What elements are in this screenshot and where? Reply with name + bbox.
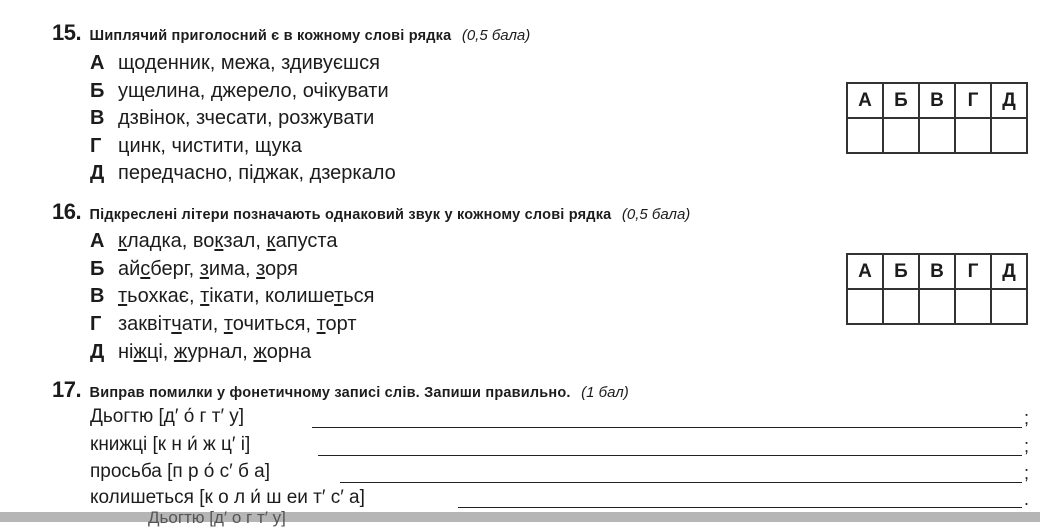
answer-header-v: В <box>919 83 955 118</box>
question-17-header <box>52 377 629 403</box>
answer-line[interactable] <box>312 427 1022 428</box>
answer-cell-a[interactable] <box>847 289 883 324</box>
transcription-word: просьба [п р о́ с′ б а] <box>90 461 270 482</box>
question-text: Шиплячий приголосний є в кожному слові рядка <box>89 28 452 44</box>
answer-grid-16 <box>846 253 1028 325</box>
transcription-word: книжці [к н и́ ж ц′ і] <box>90 434 251 455</box>
option-d: Д ніжці, журнал, жорна <box>90 341 312 363</box>
cutoff-text: Дьогтю [д′ о г т′ у] <box>148 508 286 527</box>
question-points: (0,5 бала) <box>621 206 691 223</box>
transcription-word: Дьогтю [д′ о́ г т′ у] <box>90 406 245 427</box>
question-number: 15. <box>52 20 82 45</box>
question-number: 16. <box>52 199 82 224</box>
question-text: Підкреслені літери позначають однаковий звук у кожному слові рядка <box>89 207 612 223</box>
answer-cell-v[interactable] <box>919 118 955 153</box>
option-g: Г цинк, чистити, щука <box>90 135 302 157</box>
answer-cell-a[interactable] <box>847 118 883 153</box>
question-points: (1 бал) <box>581 384 629 401</box>
answer-line[interactable] <box>458 507 1022 508</box>
answer-cell-v[interactable] <box>919 289 955 324</box>
answer-header-a: А <box>847 83 883 118</box>
answer-cell-g[interactable] <box>955 289 991 324</box>
option-v: В тьохкає, тікати, колишеться <box>90 285 375 307</box>
line-end-mark: . <box>1024 489 1030 509</box>
answer-line[interactable] <box>318 455 1022 456</box>
question-16-header <box>52 199 690 225</box>
answer-cell-d[interactable] <box>991 289 1027 324</box>
answer-header-b: Б <box>883 254 919 289</box>
line-end-mark: ; <box>1024 408 1030 428</box>
answer-header-d: Д <box>991 254 1027 289</box>
option-d: Д передчасно, піджак, дзеркало <box>90 162 396 184</box>
option-a: А щоденник, межа, здивуєшся <box>90 52 380 74</box>
answer-cell-d[interactable] <box>991 118 1027 153</box>
answer-header-d: Д <box>991 83 1027 118</box>
question-number: 17. <box>52 377 82 402</box>
question-points: (0,5 бала) <box>461 27 531 44</box>
transcription-word: колишеться [к о л и́ ш еи т′ с′ а] <box>90 487 365 508</box>
option-a: А кладка, вокзал, капуста <box>90 230 338 252</box>
answer-grid-15 <box>846 82 1028 154</box>
option-v: В дзвінок, зчесати, розжувати <box>90 107 375 129</box>
answer-header-b: Б <box>883 83 919 118</box>
answer-header-v: В <box>919 254 955 289</box>
answer-header-a: А <box>847 254 883 289</box>
option-g: Г заквітчати, точиться, торт <box>90 313 357 335</box>
option-b: Б ущелина, джерело, очікувати <box>90 80 389 102</box>
answer-cell-g[interactable] <box>955 118 991 153</box>
line-end-mark: ; <box>1024 436 1030 456</box>
answer-header-g: Г <box>955 83 991 118</box>
answer-cell-b[interactable] <box>883 289 919 324</box>
answer-header-g: Г <box>955 254 991 289</box>
answer-line[interactable] <box>340 482 1022 483</box>
answer-cell-b[interactable] <box>883 118 919 153</box>
line-end-mark: ; <box>1024 463 1030 483</box>
question-text: Виправ помилки у фонетичному записі слів. Запиши правильно. <box>89 385 571 401</box>
question-15-header <box>52 20 530 46</box>
option-b: Б айсберг, зима, зоря <box>90 258 298 280</box>
